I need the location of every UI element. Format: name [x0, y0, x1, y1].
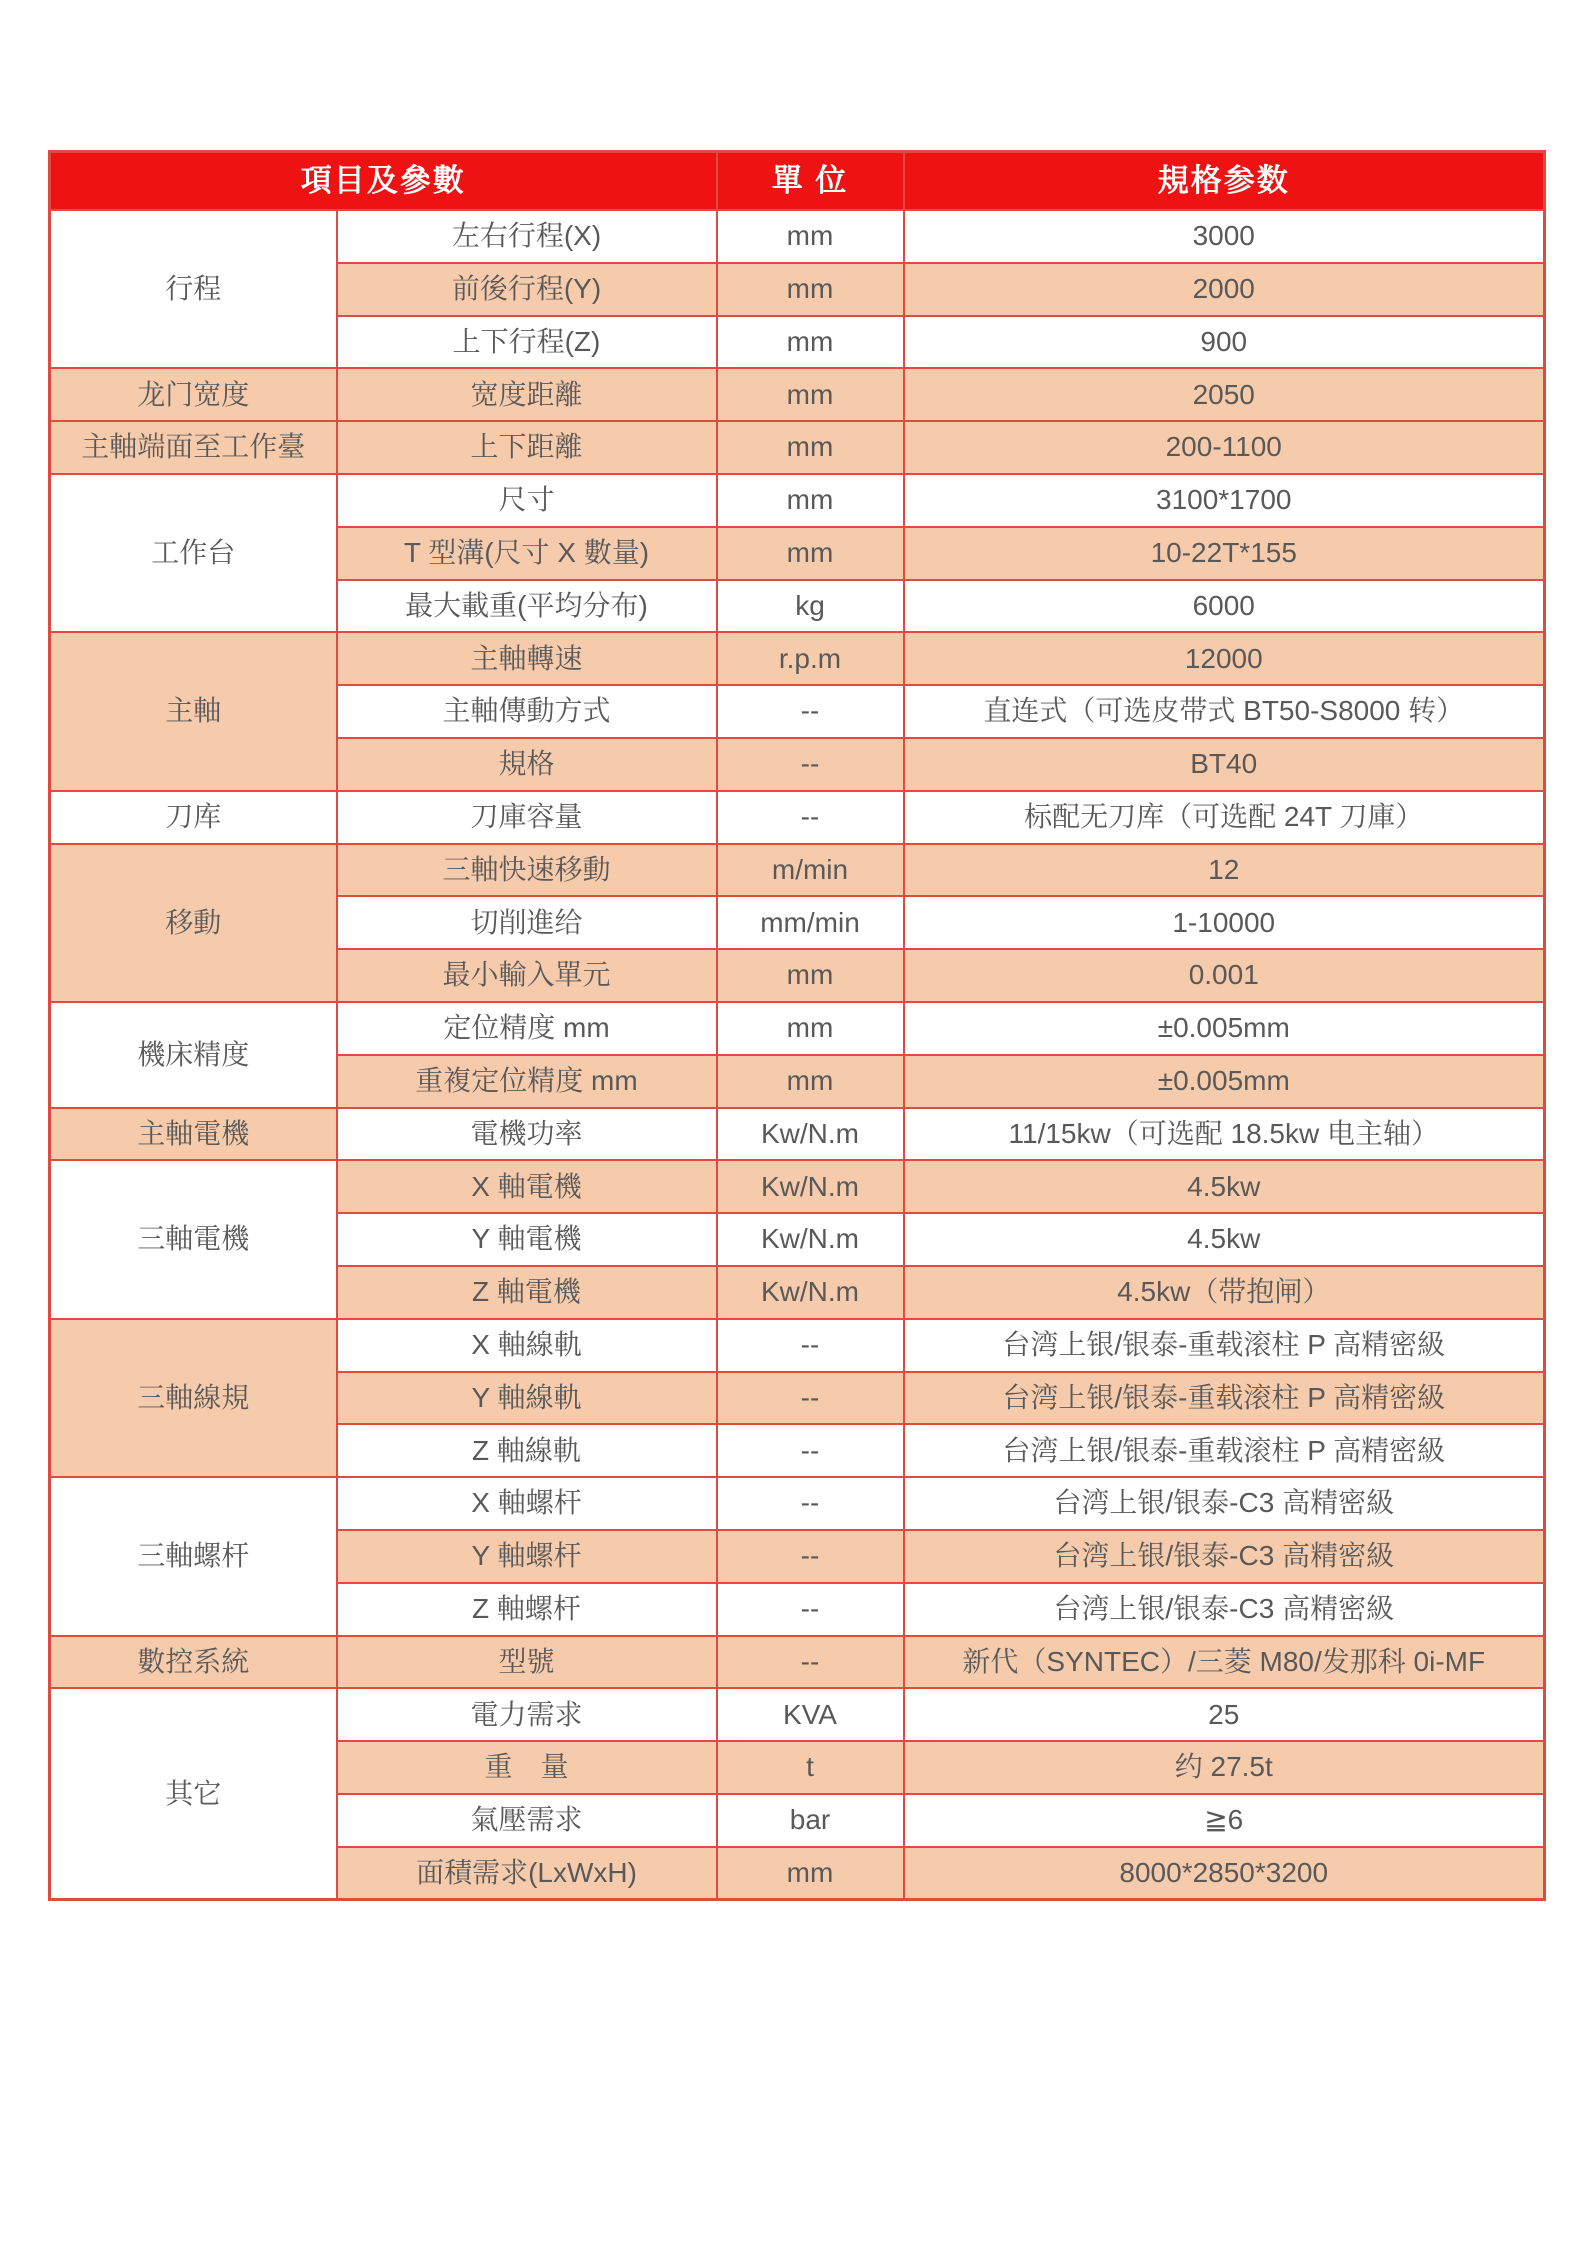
param-cell: 上下行程(Z) [337, 316, 717, 369]
unit-cell: -- [717, 1530, 904, 1583]
spec-table-body [50, 210, 1545, 1900]
spec-row [50, 791, 1545, 844]
value-cell: 台湾上银/银泰-重载滚柱 P 高精密級 [904, 1319, 1545, 1372]
param-cell: 主軸傳動方式 [337, 685, 717, 738]
param-cell: X 軸電機 [337, 1160, 717, 1213]
header-item-param: 項目及參數 [50, 152, 717, 211]
unit-cell: -- [717, 738, 904, 791]
value-cell: 12 [904, 844, 1545, 897]
param-cell: 氣壓需求 [337, 1794, 717, 1847]
category-cell: 其它 [50, 1688, 337, 1899]
spec-row [50, 1002, 1545, 1055]
unit-cell: mm [717, 949, 904, 1002]
param-cell: Z 軸螺杆 [337, 1583, 717, 1636]
param-cell: Y 軸電機 [337, 1213, 717, 1266]
category-cell: 主軸電機 [50, 1108, 337, 1161]
value-cell: 12000 [904, 632, 1545, 685]
category-cell: 三軸電機 [50, 1160, 337, 1318]
spec-row [50, 1108, 1545, 1161]
unit-cell: mm [717, 368, 904, 421]
param-cell: Y 軸線軌 [337, 1372, 717, 1425]
unit-cell: -- [717, 1583, 904, 1636]
value-cell: 6000 [904, 580, 1545, 633]
value-cell: 0.001 [904, 949, 1545, 1002]
unit-cell: mm [717, 1002, 904, 1055]
param-cell: 前後行程(Y) [337, 263, 717, 316]
value-cell: 4.5kw [904, 1160, 1545, 1213]
param-cell: T 型溝(尺寸 X 數量) [337, 527, 717, 580]
param-cell: 切削進给 [337, 896, 717, 949]
header-spec: 規格参数 [904, 152, 1545, 211]
spec-row [50, 1688, 1545, 1741]
unit-cell: Kw/N.m [717, 1108, 904, 1161]
spec-row [50, 1477, 1545, 1530]
spec-row [50, 421, 1545, 474]
param-cell: 定位精度 mm [337, 1002, 717, 1055]
param-cell: Y 軸螺杆 [337, 1530, 717, 1583]
spec-row [50, 368, 1545, 421]
category-cell: 移動 [50, 844, 337, 1002]
spec-row [50, 1636, 1545, 1689]
value-cell: 新代（SYNTEC）/三菱 M80/发那科 0i-MF [904, 1636, 1545, 1689]
category-cell: 刀库 [50, 791, 337, 844]
category-cell: 三軸螺杆 [50, 1477, 337, 1635]
category-cell: 龙门宽度 [50, 368, 337, 421]
value-cell: 8000*2850*3200 [904, 1847, 1545, 1900]
value-cell: BT40 [904, 738, 1545, 791]
unit-cell: -- [717, 685, 904, 738]
param-cell: 電機功率 [337, 1108, 717, 1161]
value-cell: ≧6 [904, 1794, 1545, 1847]
unit-cell: mm [717, 263, 904, 316]
unit-cell: mm [717, 1847, 904, 1900]
value-cell: 直连式（可选皮带式 BT50-S8000 转） [904, 685, 1545, 738]
value-cell: 台湾上银/银泰-重载滚柱 P 高精密級 [904, 1424, 1545, 1477]
spec-row [50, 474, 1545, 527]
value-cell: 台湾上银/银泰-重载滚柱 P 高精密級 [904, 1372, 1545, 1425]
unit-cell: -- [717, 1477, 904, 1530]
unit-cell: t [717, 1741, 904, 1794]
header-row [50, 152, 1545, 211]
value-cell: 900 [904, 316, 1545, 369]
value-cell: 标配无刀库（可选配 24T 刀庫） [904, 791, 1545, 844]
param-cell: 重 量 [337, 1741, 717, 1794]
unit-cell: -- [717, 1424, 904, 1477]
value-cell: 1-10000 [904, 896, 1545, 949]
unit-cell: Kw/N.m [717, 1266, 904, 1319]
value-cell: ±0.005mm [904, 1002, 1545, 1055]
unit-cell: m/min [717, 844, 904, 897]
category-cell: 數控系統 [50, 1636, 337, 1689]
category-cell: 主軸端面至工作臺 [50, 421, 337, 474]
category-cell: 行程 [50, 210, 337, 368]
spec-row [50, 632, 1545, 685]
param-cell: X 軸線軌 [337, 1319, 717, 1372]
value-cell: 台湾上银/银泰-C3 高精密級 [904, 1530, 1545, 1583]
unit-cell: mm [717, 1055, 904, 1108]
header-unit: 單 位 [717, 152, 904, 211]
value-cell: 3000 [904, 210, 1545, 263]
param-cell: 主軸轉速 [337, 632, 717, 685]
spec-row [50, 844, 1545, 897]
value-cell: 2000 [904, 263, 1545, 316]
param-cell: 左右行程(X) [337, 210, 717, 263]
value-cell: 4.5kw [904, 1213, 1545, 1266]
value-cell: 4.5kw（带抱闸） [904, 1266, 1545, 1319]
spec-table [48, 150, 1546, 1901]
value-cell: 11/15kw（可选配 18.5kw 电主轴） [904, 1108, 1545, 1161]
unit-cell: mm [717, 316, 904, 369]
unit-cell: Kw/N.m [717, 1160, 904, 1213]
unit-cell: r.p.m [717, 632, 904, 685]
value-cell: 2050 [904, 368, 1545, 421]
param-cell: 電力需求 [337, 1688, 717, 1741]
unit-cell: mm [717, 210, 904, 263]
spec-row [50, 1319, 1545, 1372]
param-cell: 型號 [337, 1636, 717, 1689]
param-cell: 規格 [337, 738, 717, 791]
value-cell: 台湾上银/银泰-C3 高精密級 [904, 1583, 1545, 1636]
value-cell: 25 [904, 1688, 1545, 1741]
unit-cell: bar [717, 1794, 904, 1847]
param-cell: 最小輸入單元 [337, 949, 717, 1002]
unit-cell: mm [717, 527, 904, 580]
unit-cell: -- [717, 1319, 904, 1372]
param-cell: 刀庫容量 [337, 791, 717, 844]
param-cell: 上下距離 [337, 421, 717, 474]
unit-cell: mm/min [717, 896, 904, 949]
unit-cell: mm [717, 474, 904, 527]
value-cell: 台湾上银/银泰-C3 高精密級 [904, 1477, 1545, 1530]
unit-cell: kg [717, 580, 904, 633]
param-cell: 三軸快速移動 [337, 844, 717, 897]
param-cell: Z 軸線軌 [337, 1424, 717, 1477]
unit-cell: -- [717, 1372, 904, 1425]
unit-cell: KVA [717, 1688, 904, 1741]
spec-row [50, 210, 1545, 263]
value-cell: 约 27.5t [904, 1741, 1545, 1794]
unit-cell: Kw/N.m [717, 1213, 904, 1266]
param-cell: 重複定位精度 mm [337, 1055, 717, 1108]
category-cell: 機床精度 [50, 1002, 337, 1108]
value-cell: 3100*1700 [904, 474, 1545, 527]
unit-cell: mm [717, 421, 904, 474]
param-cell: Z 軸電機 [337, 1266, 717, 1319]
param-cell: 宽度距離 [337, 368, 717, 421]
param-cell: 最大載重(平均分布) [337, 580, 717, 633]
param-cell: 面積需求(LxWxH) [337, 1847, 717, 1900]
param-cell: X 軸螺杆 [337, 1477, 717, 1530]
category-cell: 工作台 [50, 474, 337, 632]
value-cell: 200-1100 [904, 421, 1545, 474]
value-cell: ±0.005mm [904, 1055, 1545, 1108]
unit-cell: -- [717, 1636, 904, 1689]
category-cell: 主軸 [50, 632, 337, 790]
param-cell: 尺寸 [337, 474, 717, 527]
spec-row [50, 1160, 1545, 1213]
value-cell: 10-22T*155 [904, 527, 1545, 580]
category-cell: 三軸線規 [50, 1319, 337, 1477]
unit-cell: -- [717, 791, 904, 844]
